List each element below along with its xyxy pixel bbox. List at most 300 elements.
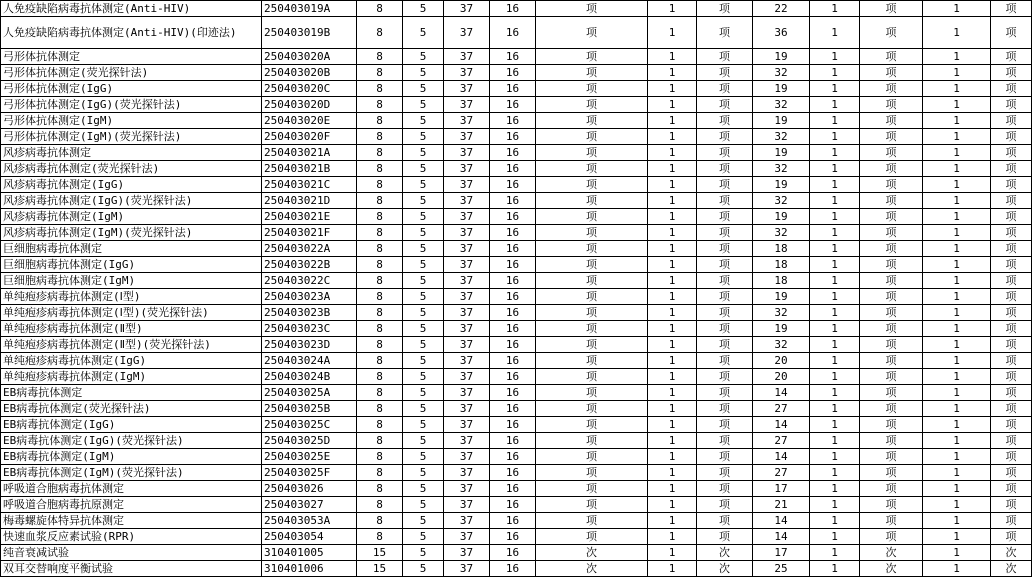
value-cell[interactable]: 1 [923,257,991,273]
value-cell[interactable]: 1 [810,289,860,305]
value-cell[interactable]: 1 [923,209,991,225]
value-cell[interactable]: 16 [490,17,536,49]
value-cell[interactable]: 5 [403,49,444,65]
unit-cell[interactable]: 项 [991,193,1032,209]
item-name-cell[interactable]: EB病毒抗体测定(荧光探针法) [1,401,262,417]
value-cell[interactable]: 1 [923,529,991,545]
value-cell[interactable]: 1 [810,337,860,353]
unit-cell[interactable]: 项 [991,161,1032,177]
value-cell[interactable]: 37 [444,177,490,193]
unit-cell[interactable]: 项 [860,1,923,17]
unit-cell[interactable]: 项 [697,273,753,289]
unit-cell[interactable]: 项 [697,17,753,49]
item-code-cell[interactable]: 310401006 [262,561,357,577]
value-cell[interactable]: 5 [403,433,444,449]
value-cell[interactable]: 37 [444,241,490,257]
item-code-cell[interactable]: 250403053A [262,513,357,529]
item-name-cell[interactable]: 风疹病毒抗体测定(IgM) [1,209,262,225]
unit-cell[interactable]: 项 [991,65,1032,81]
value-cell[interactable]: 1 [648,481,697,497]
value-cell[interactable]: 1 [923,177,991,193]
item-code-cell[interactable]: 250403022A [262,241,357,257]
unit-cell[interactable]: 项 [536,241,648,257]
value-cell[interactable]: 5 [403,17,444,49]
value-cell[interactable]: 1 [648,257,697,273]
value-cell[interactable]: 1 [810,209,860,225]
value-cell[interactable]: 1 [648,513,697,529]
unit-cell[interactable]: 项 [697,401,753,417]
value-cell[interactable]: 16 [490,209,536,225]
value-cell[interactable]: 1 [810,49,860,65]
item-name-cell[interactable]: EB病毒抗体测定(IgM)(荧光探针法) [1,465,262,481]
value-cell[interactable]: 5 [403,513,444,529]
unit-cell[interactable]: 项 [991,273,1032,289]
unit-cell[interactable]: 项 [697,65,753,81]
value-cell[interactable]: 16 [490,113,536,129]
price-cell[interactable]: 32 [753,305,810,321]
unit-cell[interactable]: 项 [860,305,923,321]
price-cell[interactable]: 36 [753,17,810,49]
value-cell[interactable]: 37 [444,321,490,337]
value-cell[interactable]: 8 [357,225,403,241]
price-cell[interactable]: 19 [753,289,810,305]
item-name-cell[interactable]: 弓形体抗体测定(IgG) [1,81,262,97]
unit-cell[interactable]: 项 [991,497,1032,513]
unit-cell[interactable]: 项 [991,513,1032,529]
unit-cell[interactable]: 项 [697,97,753,113]
unit-cell[interactable]: 项 [697,289,753,305]
value-cell[interactable]: 16 [490,161,536,177]
price-cell[interactable]: 14 [753,449,810,465]
value-cell[interactable]: 37 [444,481,490,497]
value-cell[interactable]: 16 [490,497,536,513]
value-cell[interactable]: 37 [444,513,490,529]
unit-cell[interactable]: 项 [536,353,648,369]
unit-cell[interactable]: 次 [991,545,1032,561]
item-code-cell[interactable]: 250403025E [262,449,357,465]
value-cell[interactable]: 1 [810,273,860,289]
item-name-cell[interactable]: 巨细胞病毒抗体测定(IgG) [1,257,262,273]
unit-cell[interactable]: 项 [860,289,923,305]
item-name-cell[interactable]: EB病毒抗体测定(IgG)(荧光探针法) [1,433,262,449]
value-cell[interactable]: 16 [490,417,536,433]
unit-cell[interactable]: 项 [991,289,1032,305]
unit-cell[interactable]: 项 [991,417,1032,433]
item-code-cell[interactable]: 250403019B [262,17,357,49]
unit-cell[interactable]: 项 [697,225,753,241]
value-cell[interactable]: 1 [923,561,991,577]
value-cell[interactable]: 37 [444,561,490,577]
price-cell[interactable]: 27 [753,433,810,449]
value-cell[interactable]: 37 [444,353,490,369]
item-code-cell[interactable]: 310401005 [262,545,357,561]
value-cell[interactable]: 5 [403,1,444,17]
unit-cell[interactable]: 项 [860,49,923,65]
value-cell[interactable]: 8 [357,97,403,113]
value-cell[interactable]: 8 [357,49,403,65]
value-cell[interactable]: 1 [648,49,697,65]
unit-cell[interactable]: 项 [860,465,923,481]
value-cell[interactable]: 37 [444,161,490,177]
unit-cell[interactable]: 项 [697,241,753,257]
unit-cell[interactable]: 项 [860,193,923,209]
unit-cell[interactable]: 项 [536,401,648,417]
price-cell[interactable]: 20 [753,369,810,385]
value-cell[interactable]: 37 [444,257,490,273]
value-cell[interactable]: 37 [444,1,490,17]
price-cell[interactable]: 19 [753,81,810,97]
value-cell[interactable]: 16 [490,353,536,369]
item-name-cell[interactable]: 人免疫缺陷病毒抗体测定(Anti-HIV)(印迹法) [1,17,262,49]
unit-cell[interactable]: 项 [860,241,923,257]
value-cell[interactable]: 5 [403,161,444,177]
value-cell[interactable]: 37 [444,289,490,305]
item-code-cell[interactable]: 250403019A [262,1,357,17]
item-name-cell[interactable]: 风疹病毒抗体测定(IgG) [1,177,262,193]
value-cell[interactable]: 1 [648,449,697,465]
value-cell[interactable]: 1 [923,81,991,97]
value-cell[interactable]: 16 [490,513,536,529]
value-cell[interactable]: 1 [810,417,860,433]
value-cell[interactable]: 1 [810,497,860,513]
unit-cell[interactable]: 项 [991,209,1032,225]
value-cell[interactable]: 15 [357,545,403,561]
unit-cell[interactable]: 项 [697,433,753,449]
value-cell[interactable]: 5 [403,225,444,241]
value-cell[interactable]: 16 [490,1,536,17]
unit-cell[interactable]: 项 [536,497,648,513]
value-cell[interactable]: 5 [403,289,444,305]
unit-cell[interactable]: 项 [860,353,923,369]
value-cell[interactable]: 1 [810,305,860,321]
value-cell[interactable]: 1 [810,81,860,97]
value-cell[interactable]: 8 [357,449,403,465]
unit-cell[interactable]: 项 [860,225,923,241]
value-cell[interactable]: 37 [444,449,490,465]
unit-cell[interactable]: 项 [536,433,648,449]
value-cell[interactable]: 1 [648,241,697,257]
unit-cell[interactable]: 次 [860,545,923,561]
value-cell[interactable]: 5 [403,545,444,561]
item-code-cell[interactable]: 250403023A [262,289,357,305]
value-cell[interactable]: 16 [490,465,536,481]
value-cell[interactable]: 8 [357,417,403,433]
value-cell[interactable]: 8 [357,433,403,449]
unit-cell[interactable]: 项 [991,17,1032,49]
unit-cell[interactable]: 项 [536,321,648,337]
unit-cell[interactable]: 项 [536,417,648,433]
value-cell[interactable]: 37 [444,209,490,225]
value-cell[interactable]: 37 [444,65,490,81]
value-cell[interactable]: 8 [357,401,403,417]
item-code-cell[interactable]: 250403054 [262,529,357,545]
value-cell[interactable]: 16 [490,545,536,561]
value-cell[interactable]: 1 [648,385,697,401]
unit-cell[interactable]: 项 [536,113,648,129]
value-cell[interactable]: 37 [444,193,490,209]
value-cell[interactable]: 8 [357,161,403,177]
unit-cell[interactable]: 项 [860,65,923,81]
value-cell[interactable]: 1 [810,529,860,545]
value-cell[interactable]: 5 [403,81,444,97]
value-cell[interactable]: 1 [648,129,697,145]
unit-cell[interactable]: 项 [697,497,753,513]
value-cell[interactable]: 1 [923,65,991,81]
unit-cell[interactable]: 项 [536,513,648,529]
unit-cell[interactable]: 项 [697,1,753,17]
unit-cell[interactable]: 项 [536,145,648,161]
value-cell[interactable]: 16 [490,561,536,577]
value-cell[interactable]: 1 [923,17,991,49]
value-cell[interactable]: 1 [923,353,991,369]
unit-cell[interactable]: 项 [991,81,1032,97]
item-name-cell[interactable]: 单纯疱疹病毒抗体测定(IgM) [1,369,262,385]
unit-cell[interactable]: 项 [697,145,753,161]
unit-cell[interactable]: 项 [991,49,1032,65]
unit-cell[interactable]: 项 [991,177,1032,193]
item-name-cell[interactable]: 双耳交替响度平衡试验 [1,561,262,577]
unit-cell[interactable]: 项 [536,129,648,145]
item-name-cell[interactable]: 巨细胞病毒抗体测定 [1,241,262,257]
value-cell[interactable]: 8 [357,513,403,529]
value-cell[interactable]: 16 [490,97,536,113]
value-cell[interactable]: 8 [357,145,403,161]
value-cell[interactable]: 1 [648,81,697,97]
unit-cell[interactable]: 项 [860,81,923,97]
value-cell[interactable]: 1 [923,545,991,561]
value-cell[interactable]: 1 [810,369,860,385]
value-cell[interactable]: 1 [810,113,860,129]
value-cell[interactable]: 5 [403,561,444,577]
value-cell[interactable]: 1 [648,17,697,49]
price-cell[interactable]: 32 [753,97,810,113]
value-cell[interactable]: 1 [810,561,860,577]
value-cell[interactable]: 8 [357,481,403,497]
unit-cell[interactable]: 项 [860,385,923,401]
item-name-cell[interactable]: 快速血浆反应素试验(RPR) [1,529,262,545]
unit-cell[interactable]: 项 [536,273,648,289]
item-code-cell[interactable]: 250403022C [262,273,357,289]
unit-cell[interactable]: 项 [860,321,923,337]
unit-cell[interactable]: 项 [860,497,923,513]
unit-cell[interactable]: 项 [697,193,753,209]
value-cell[interactable]: 37 [444,369,490,385]
item-name-cell[interactable]: 单纯疱疹病毒抗体测定(IgG) [1,353,262,369]
unit-cell[interactable]: 项 [991,401,1032,417]
item-code-cell[interactable]: 250403024B [262,369,357,385]
price-cell[interactable]: 19 [753,113,810,129]
value-cell[interactable]: 1 [923,1,991,17]
value-cell[interactable]: 37 [444,17,490,49]
value-cell[interactable]: 1 [923,161,991,177]
item-name-cell[interactable]: EB病毒抗体测定 [1,385,262,401]
unit-cell[interactable]: 次 [536,545,648,561]
value-cell[interactable]: 37 [444,273,490,289]
value-cell[interactable]: 37 [444,113,490,129]
unit-cell[interactable]: 项 [860,161,923,177]
unit-cell[interactable]: 项 [536,177,648,193]
unit-cell[interactable]: 项 [991,97,1032,113]
value-cell[interactable]: 8 [357,369,403,385]
unit-cell[interactable]: 项 [536,449,648,465]
value-cell[interactable]: 1 [648,353,697,369]
value-cell[interactable]: 1 [648,65,697,81]
unit-cell[interactable]: 项 [536,225,648,241]
value-cell[interactable]: 8 [357,129,403,145]
item-code-cell[interactable]: 250403020D [262,97,357,113]
value-cell[interactable]: 8 [357,337,403,353]
value-cell[interactable]: 16 [490,369,536,385]
value-cell[interactable]: 1 [810,65,860,81]
value-cell[interactable]: 1 [923,417,991,433]
price-cell[interactable]: 14 [753,513,810,529]
value-cell[interactable]: 8 [357,529,403,545]
value-cell[interactable]: 1 [810,241,860,257]
unit-cell[interactable]: 项 [860,337,923,353]
value-cell[interactable]: 37 [444,49,490,65]
price-cell[interactable]: 20 [753,353,810,369]
unit-cell[interactable]: 项 [536,81,648,97]
value-cell[interactable]: 1 [923,465,991,481]
value-cell[interactable]: 8 [357,81,403,97]
unit-cell[interactable]: 项 [536,289,648,305]
value-cell[interactable]: 1 [923,241,991,257]
value-cell[interactable]: 8 [357,385,403,401]
unit-cell[interactable]: 次 [697,561,753,577]
value-cell[interactable]: 16 [490,529,536,545]
value-cell[interactable]: 1 [648,401,697,417]
value-cell[interactable]: 5 [403,417,444,433]
unit-cell[interactable]: 项 [536,65,648,81]
value-cell[interactable]: 1 [648,209,697,225]
value-cell[interactable]: 1 [810,401,860,417]
unit-cell[interactable]: 项 [991,385,1032,401]
item-code-cell[interactable]: 250403023B [262,305,357,321]
item-name-cell[interactable]: 弓形体抗体测定(IgG)(荧光探针法) [1,97,262,113]
value-cell[interactable]: 1 [648,161,697,177]
value-cell[interactable]: 8 [357,241,403,257]
value-cell[interactable]: 5 [403,65,444,81]
unit-cell[interactable]: 项 [991,337,1032,353]
value-cell[interactable]: 5 [403,481,444,497]
unit-cell[interactable]: 项 [536,481,648,497]
price-cell[interactable]: 21 [753,497,810,513]
value-cell[interactable]: 16 [490,449,536,465]
item-code-cell[interactable]: 250403021A [262,145,357,161]
value-cell[interactable]: 37 [444,529,490,545]
unit-cell[interactable]: 项 [860,17,923,49]
unit-cell[interactable]: 次 [860,561,923,577]
value-cell[interactable]: 16 [490,129,536,145]
unit-cell[interactable]: 项 [536,529,648,545]
value-cell[interactable]: 16 [490,401,536,417]
item-name-cell[interactable]: 弓形体抗体测定(IgM) [1,113,262,129]
value-cell[interactable]: 1 [923,513,991,529]
value-cell[interactable]: 1 [810,17,860,49]
value-cell[interactable]: 16 [490,273,536,289]
price-cell[interactable]: 27 [753,401,810,417]
value-cell[interactable]: 5 [403,449,444,465]
value-cell[interactable]: 1 [810,177,860,193]
value-cell[interactable]: 16 [490,305,536,321]
value-cell[interactable]: 15 [357,561,403,577]
value-cell[interactable]: 1 [648,529,697,545]
value-cell[interactable]: 1 [648,145,697,161]
value-cell[interactable]: 1 [923,497,991,513]
price-cell[interactable]: 14 [753,385,810,401]
value-cell[interactable]: 8 [357,193,403,209]
value-cell[interactable]: 1 [923,321,991,337]
value-cell[interactable]: 1 [810,145,860,161]
value-cell[interactable]: 37 [444,465,490,481]
item-name-cell[interactable]: 风疹病毒抗体测定(IgM)(荧光探针法) [1,225,262,241]
value-cell[interactable]: 37 [444,225,490,241]
value-cell[interactable]: 1 [810,513,860,529]
unit-cell[interactable]: 项 [991,369,1032,385]
price-cell[interactable]: 19 [753,49,810,65]
value-cell[interactable]: 37 [444,417,490,433]
value-cell[interactable]: 1 [923,97,991,113]
value-cell[interactable]: 1 [810,481,860,497]
value-cell[interactable]: 8 [357,209,403,225]
item-code-cell[interactable]: 250403021E [262,209,357,225]
value-cell[interactable]: 8 [357,1,403,17]
value-cell[interactable]: 1 [923,225,991,241]
unit-cell[interactable]: 项 [697,321,753,337]
item-name-cell[interactable]: 呼吸道合胞病毒抗原测定 [1,497,262,513]
value-cell[interactable]: 8 [357,321,403,337]
value-cell[interactable]: 8 [357,497,403,513]
value-cell[interactable]: 1 [923,113,991,129]
value-cell[interactable]: 37 [444,145,490,161]
item-code-cell[interactable]: 250403020A [262,49,357,65]
value-cell[interactable]: 5 [403,353,444,369]
value-cell[interactable]: 16 [490,65,536,81]
value-cell[interactable]: 5 [403,401,444,417]
unit-cell[interactable]: 项 [991,113,1032,129]
item-code-cell[interactable]: 250403025A [262,385,357,401]
value-cell[interactable]: 16 [490,81,536,97]
unit-cell[interactable]: 项 [991,225,1032,241]
item-code-cell[interactable]: 250403027 [262,497,357,513]
unit-cell[interactable]: 项 [860,513,923,529]
value-cell[interactable]: 1 [923,289,991,305]
item-code-cell[interactable]: 250403025F [262,465,357,481]
value-cell[interactable]: 37 [444,545,490,561]
unit-cell[interactable]: 项 [860,369,923,385]
value-cell[interactable]: 1 [810,225,860,241]
value-cell[interactable]: 5 [403,273,444,289]
item-code-cell[interactable]: 250403023D [262,337,357,353]
item-code-cell[interactable]: 250403023C [262,321,357,337]
unit-cell[interactable]: 项 [697,529,753,545]
value-cell[interactable]: 1 [810,449,860,465]
unit-cell[interactable]: 项 [697,161,753,177]
price-cell[interactable]: 19 [753,177,810,193]
unit-cell[interactable]: 项 [860,433,923,449]
unit-cell[interactable]: 项 [991,129,1032,145]
price-cell[interactable]: 18 [753,241,810,257]
unit-cell[interactable]: 次 [697,545,753,561]
value-cell[interactable]: 16 [490,193,536,209]
unit-cell[interactable]: 项 [697,113,753,129]
item-name-cell[interactable]: 单纯疱疹病毒抗体测定(Ⅱ型) [1,321,262,337]
value-cell[interactable]: 16 [490,257,536,273]
value-cell[interactable]: 1 [648,369,697,385]
value-cell[interactable]: 5 [403,385,444,401]
value-cell[interactable]: 1 [810,433,860,449]
value-cell[interactable]: 1 [648,1,697,17]
